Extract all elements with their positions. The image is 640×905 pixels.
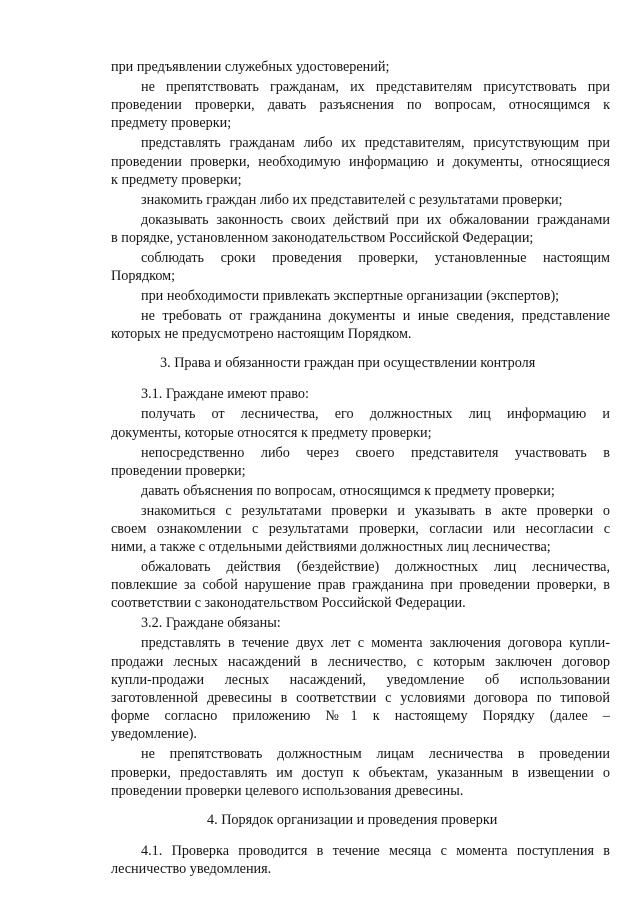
text-line: при предъявлении служебных удостоверений; [111,59,390,75]
text-line: соответствии с законодательством Российской Федерации. [111,595,466,611]
text-line: купли-продажи лесных насаждений, уведомление об использовании [111,672,610,688]
text-line: лесничество уведомления. [111,861,272,877]
text-line: которых не предусмотрено настоящим Порядком. [111,326,412,342]
text-line: доказывать законность своих действий при их обжаловании гражданами [141,212,610,228]
text-line: 4.1. Проверка проводится в течение месяца с момента поступления в [141,843,610,859]
text-line: Порядком; [111,268,176,284]
text-line: обжаловать действия (бездействие) должностных лиц лесничества, [141,559,610,575]
text-line: проведении проверки, давать разъяснения по вопросам, относящимся к [111,97,610,113]
text-line: предмету проверки; [111,115,232,131]
text-line: знакомиться с результатами проверки и указывать в акте проверки о [141,503,610,519]
text-line: соблюдать сроки проведения проверки, установленные настоящим [141,250,610,266]
text-line: к предмету проверки; [111,172,242,188]
text-line: представлять гражданам либо их представителям, присутствующим при [141,135,610,151]
text-line: представлять в течение двух лет с момента заключения договора купли- [141,635,610,651]
text-line: знакомить граждан либо их представителей с результатами проверки; [141,192,563,208]
section-heading: 3. Права и обязанности граждан при осуществлении контроля [160,355,536,371]
text-line: давать объяснения по вопросам, относящимся к предмету проверки; [141,483,555,499]
text-line: проведении проверки целевого использования древесины. [111,783,464,799]
text-line: 3.1. Граждане имеют право: [141,386,309,402]
text-line: своем ознакомлении с результатами проверки, согласии или несогласии с [111,521,610,537]
text-line: повлекшие за собой нарушение прав гражданина при проведении проверки, в [111,577,610,593]
text-line: проверки, предоставлять им доступ к объектам, указанным в извещении о [111,765,610,781]
text-line: в порядке, установленном законодательством Российской Федерации; [111,230,534,246]
text-line: непосредственно либо через своего представителя участвовать в [141,445,610,461]
text-line: не препятствовать гражданам, их представителям присутствовать при [141,79,610,95]
section-heading: 4. Порядок организации и проведения проверки [207,812,498,828]
text-line: продажи лесных насаждений в лесничество, с которым заключен договор [111,654,610,670]
text-line: ними, а также с отдельными действиями должностных лиц лесничества; [111,539,551,555]
text-line: при необходимости привлекать экспертные организации (экспертов); [141,288,560,304]
text-line: уведомление). [111,726,197,742]
text-line: форме согласно приложению №1 к настоящему Порядку (далее – [111,708,610,724]
text-line: проведении проверки, необходимую информацию и документы, относящиеся [111,154,610,170]
text-line: не требовать от гражданина документы и иные сведения, представление [141,308,610,324]
text-line: получать от лесничества, его должностных лиц информацию и [141,406,610,422]
text-line: 3.2. Граждане обязаны: [141,615,281,631]
text-line: документы, которые относятся к предмету проверки; [111,425,432,441]
text-line: проведении проверки; [111,463,246,479]
text-line: не препятствовать должностным лицам лесничества в проведении [141,746,610,762]
text-line: заготовленной древесины в соответствии с условиями договора по типовой [111,690,610,706]
